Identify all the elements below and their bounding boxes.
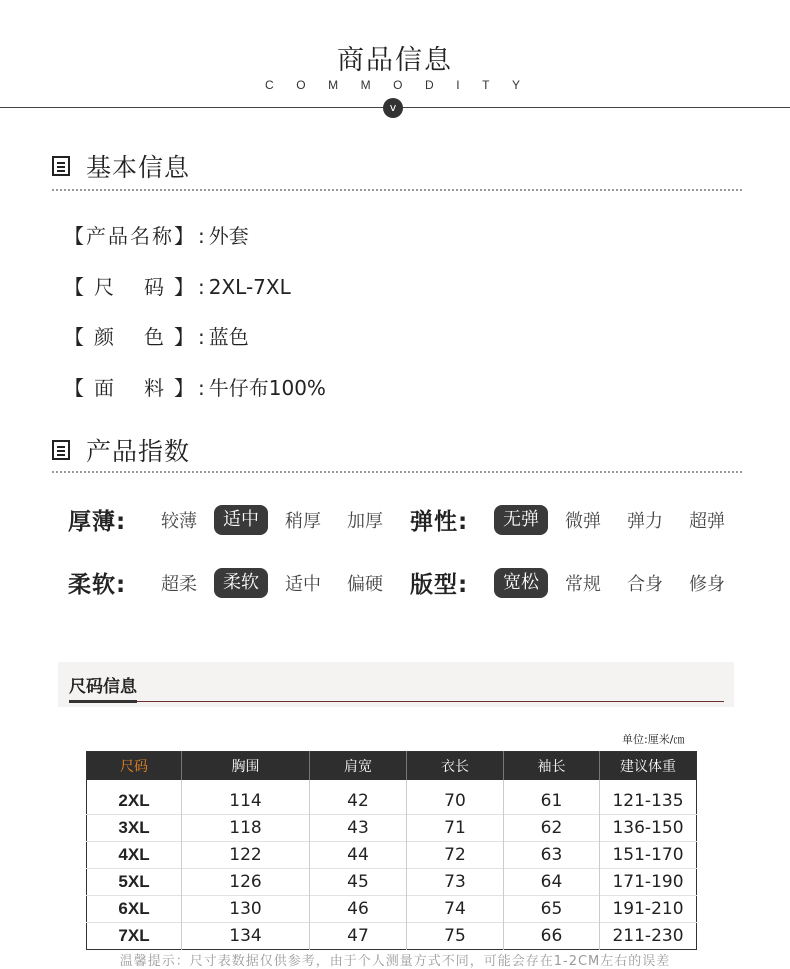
table-cell: 118 [182,815,310,842]
table-cell: 63 [504,842,600,869]
table-cell: 72 [407,842,504,869]
subtitle-letter: M [360,78,371,92]
index-option: 微弹 [565,510,601,532]
index-option: 合身 [627,573,663,595]
document-icon [52,156,70,176]
table-cell: 62 [504,815,600,842]
table-cell: 122 [182,842,310,869]
table-cell: 70 [407,780,504,815]
info-label: 【 产 品 名 称 】 [64,224,194,248]
info-row-fabric: 【 面 料 】 : 牛仔布100% [64,372,326,401]
table-cell: 74 [407,896,504,923]
subtitle-letter: T [482,78,490,92]
info-label: 【 颜 色 】 [64,325,194,349]
table-cell: 191-210 [600,896,697,923]
index-label: 版型: [410,572,469,598]
table-cell: 61 [504,780,600,815]
table-cell: 66 [504,923,600,950]
index-option: 常规 [565,573,601,595]
page-subtitle [265,78,520,92]
table-cell: 2XL [87,780,182,815]
size-section-title: 尺码信息 [69,677,137,697]
table-cell: 43 [310,815,407,842]
dotted-divider [52,189,742,191]
subtitle-letter: D [425,78,434,92]
table-cell: 130 [182,896,310,923]
table-cell: 126 [182,869,310,896]
table-cell: 42 [310,780,407,815]
index-option: 弹力 [627,510,663,532]
index-option: 超柔 [161,573,197,595]
table-cell: 171-190 [600,869,697,896]
index-label: 厚薄: [68,509,127,535]
table-row [87,815,697,842]
section-title: 产品指数 [86,437,191,466]
table-cell: 211-230 [600,923,697,950]
size-note: 温馨提示：尺寸表数据仅供参考，由于个人测量方式不同，可能会存在1-2CM左右的误差 [119,954,671,969]
table-row [87,923,697,950]
index-option: 稍厚 [285,510,321,532]
index-label: 柔软: [68,572,127,598]
table-header-row [87,752,697,781]
index-thickness [68,503,396,536]
subtitle-letter: M [328,78,339,92]
index-fit [410,566,738,599]
table-cell: 46 [310,896,407,923]
index-option: 加厚 [347,510,383,532]
subtitle-letter: O [393,78,403,92]
table-cell: 7XL [87,923,182,950]
table-cell: 6XL [87,896,182,923]
table-cell: 4XL [87,842,182,869]
subtitle-letter: Y [511,78,520,92]
index-elasticity [410,503,738,536]
info-row-name: 【 产 品 名 称 】 : 外套 [64,220,249,249]
table-cell: 65 [504,896,600,923]
table-row [87,896,697,923]
table-cell: 64 [504,869,600,896]
table-row [87,869,697,896]
table-header: 袖长 [504,752,600,781]
page-title: 商品信息 [337,45,453,76]
index-option: 修身 [689,573,725,595]
table-cell: 71 [407,815,504,842]
table-cell: 134 [182,923,310,950]
subtitle-letter: C [265,78,274,92]
info-value: 蓝色 [208,325,249,349]
index-option-selected: 宽松 [494,568,548,598]
table-cell: 121-135 [612,791,684,811]
document-icon [52,440,70,460]
size-table [86,751,697,950]
index-softness [68,566,396,599]
subtitle-letter: I [456,78,460,92]
table-cell: 45 [310,869,407,896]
info-row-color: 【 颜 色 】 : 蓝色 [64,321,249,350]
chevron-down-icon: v [383,98,403,118]
table-cell: 5XL [87,869,182,896]
index-option: 超弹 [689,510,725,532]
table-row [87,780,697,815]
product-index-heading [52,432,190,468]
subtitle-letter: O [296,78,306,92]
table-cell: 114 [182,780,310,815]
dotted-divider [52,471,742,473]
info-value: 外套 [208,224,249,248]
index-option-selected: 适中 [214,505,268,535]
table-cell: 47 [310,923,407,950]
index-option-selected: 无弹 [494,505,548,535]
table-header: 胸围 [182,752,310,781]
table-cell: 136-150 [600,815,697,842]
table-row [87,842,697,869]
size-title-underline [69,701,724,702]
table-cell: 3XL [87,815,182,842]
index-option-selected: 柔软 [214,568,268,598]
table-cell: 151-170 [600,842,697,869]
table-header: 建议体重 [600,752,697,781]
index-label: 弹性: [410,509,469,535]
section-title: 基本信息 [86,153,191,182]
unit-label: 单位:厘米/㎝ [622,733,685,746]
basic-info-heading [52,148,190,184]
info-row-size: 【 尺 码 】 : 2XL-7XL [64,271,291,300]
table-cell: 44 [310,842,407,869]
table-cell: 75 [407,923,504,950]
table-header: 衣长 [407,752,504,781]
table-cell: 73 [407,869,504,896]
index-option: 较薄 [161,510,197,532]
index-option: 偏硬 [347,573,383,595]
table-header: 肩宽 [310,752,407,781]
info-value: 牛仔布100% [208,376,326,400]
info-label: 【 面 料 】 [64,376,194,400]
table-header: 尺码 [87,752,182,781]
info-label: 【 尺 码 】 [64,275,194,299]
size-title-underline-accent [69,700,137,703]
index-option: 适中 [285,573,321,595]
info-value: 2XL-7XL [208,275,291,299]
